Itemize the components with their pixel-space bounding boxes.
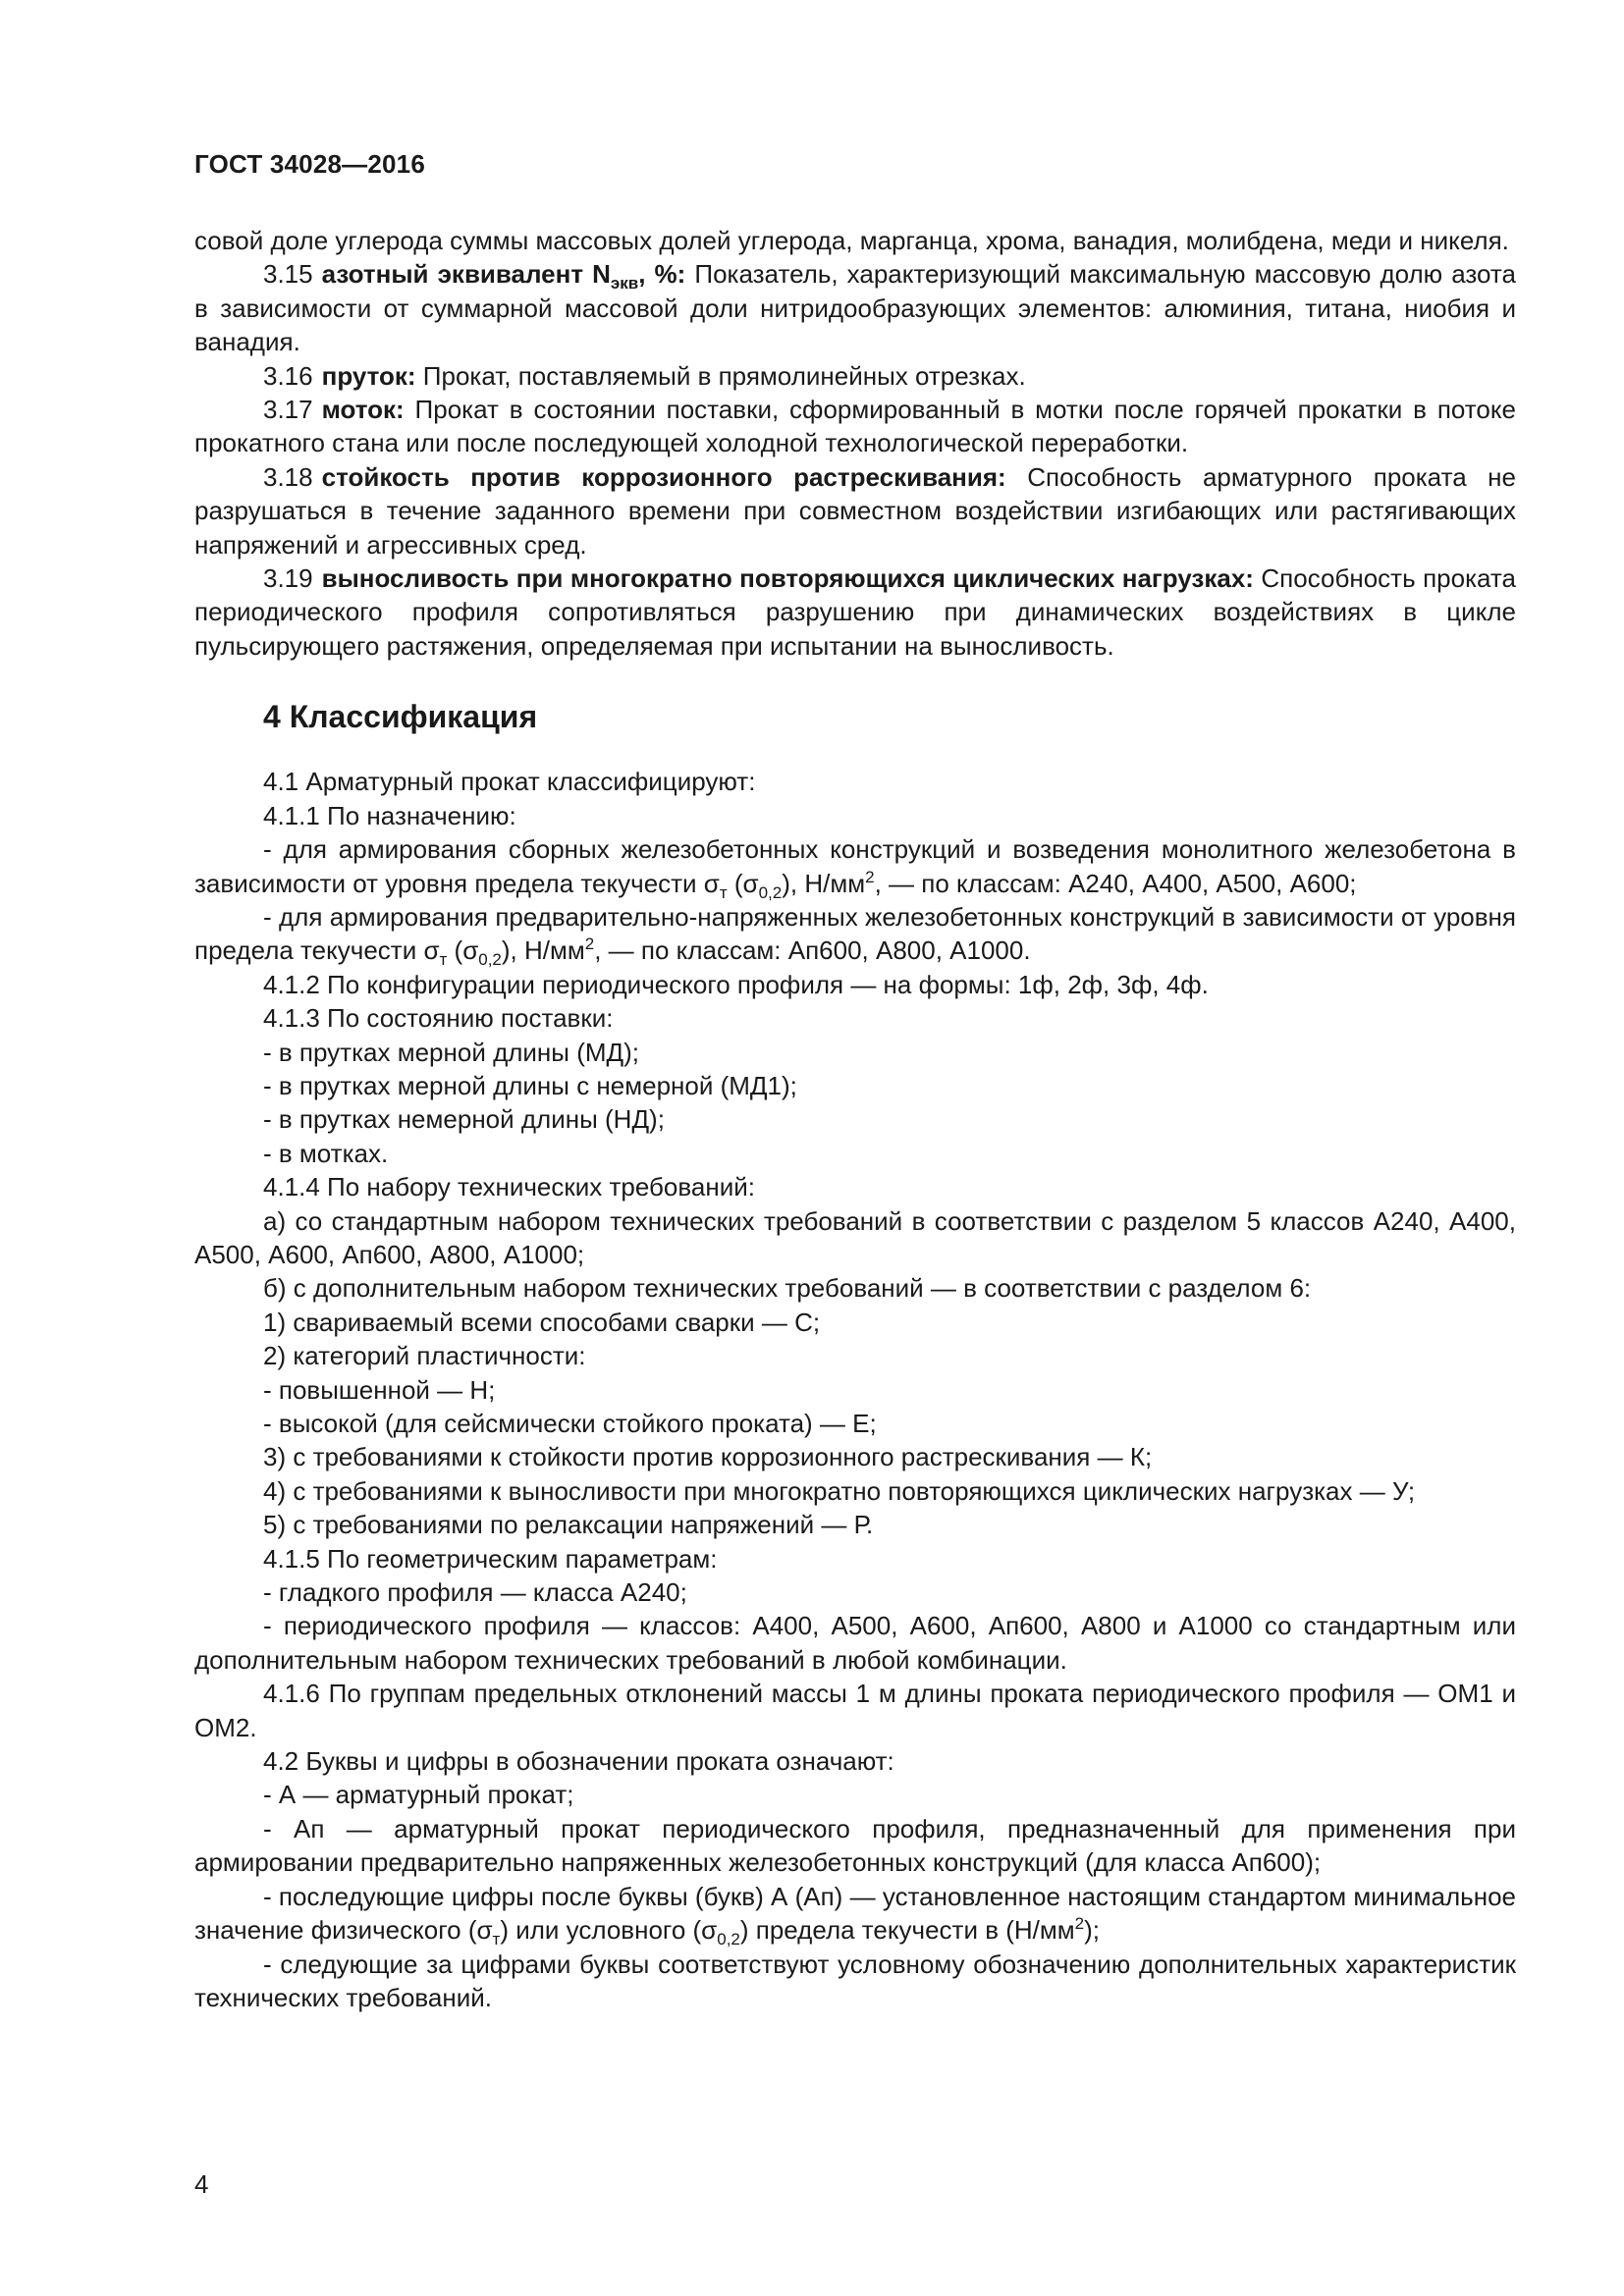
term-definition: Способность проката периодического профиля сопротивляться разрушению при динамических воздействиях в цикле пульсирующего растяжения, определяемая при испытании на выносливость.: [194, 563, 1516, 661]
term-number: 3.16: [263, 360, 313, 391]
term-title: моток:: [321, 395, 405, 425]
clause-4-1-3: 4.1.3 По состоянию поставки:: [263, 1003, 614, 1034]
list-item: 1) свариваемый всеми способами сварки — С;: [263, 1307, 821, 1337]
list-item: - в прутках мерной длины (МД);: [263, 1037, 640, 1067]
clause-4-1-6: 4.1.6 По группам предельных отклонений массы 1 м длины проката периодического профиля — ОМ1 и ОМ2.: [194, 1679, 1516, 1742]
list-item: - периодического профиля — классов: А400, А500, А600, Ап600, А800 и А1000 со стандартным или дополнительным набором технических требований в любой комбинации.: [194, 1611, 1516, 1675]
term-definition: Прокат, поставляемый в прямолинейных отрезках.: [415, 360, 1026, 391]
document-header: ГОСТ 34028—2016: [194, 149, 425, 179]
term-3-19: [194, 561, 1516, 663]
list-item: - гладкого профиля — класса А240;: [263, 1577, 687, 1608]
clause-4-1-2: 4.1.2 По конфигурации периодического профиля — на формы: 1ф, 2ф, 3ф, 4ф.: [263, 969, 1209, 999]
clause-4-1-4-item-a: а) со стандартным набором технических требований в соответствии с разделом 5 классов А240, А400, А500, А600, Ап600, А800, А1000;: [194, 1205, 1516, 1269]
term-title: азотный эквивалент $N_{экв}$, %:: [321, 259, 686, 294]
term-number: 3.17: [263, 395, 313, 425]
term-definition: Показатель, характеризующий максимальную массовую долю азота в зависимости от суммарной массовой доли нитридообразующих элементов: алюминия, титана, ниобия и ванадия.: [194, 259, 1516, 357]
clause-4-1-5: 4.1.5 По геометрическим параметрам:: [263, 1543, 718, 1574]
term-number: 3.15: [263, 259, 313, 290]
term-number: 3.19: [263, 563, 313, 594]
clause-4-1: 4.1 Арматурный прокат классифицируют:: [263, 767, 756, 797]
list-item: - в прутках мерной длины с немерной (МД1);: [263, 1070, 797, 1100]
term-title: стойкость против коррозионного растрескивания:: [321, 461, 1006, 492]
clause-4-1-4: 4.1.4 По набору технических требований:: [263, 1172, 755, 1202]
term-title: пруток:: [321, 360, 416, 391]
paragraph-carbon-continuation: совой доле углерода суммы массовых долей углерода, марганца, хрома, ванадия, молибдена, меди и никеля.: [194, 226, 1509, 255]
list-item: 2) категорий пластичности:: [263, 1341, 586, 1371]
clause-4-1-4-item-b: б) с дополнительным набором технических требований — в соответствии с разделом 6:: [263, 1273, 1312, 1304]
list-item: 4) с требованиями к выносливости при многократно повторяющихся циклических нагрузках — У;: [263, 1475, 1416, 1506]
list-item: 3) с требованиями к стойкости против коррозионного растрескивания — К;: [263, 1442, 1153, 1472]
term-title: выносливость при многократно повторяющихся циклических нагрузках:: [321, 563, 1254, 594]
document-body: [194, 224, 1516, 2014]
term-definition: Способность арматурного проката не разрушаться в течение заданного времени при совместном воздействии изгибающих или растягивающих напряжений и агрессивных сред.: [194, 461, 1516, 560]
list-item: - повышенной — Н;: [263, 1374, 496, 1405]
page-number: 4: [194, 2169, 209, 2199]
section-title: 4 Классификация: [263, 699, 538, 735]
list-item: - в мотках.: [263, 1138, 389, 1168]
term-definition: Прокат в состоянии поставки, сформированный в мотки после горячей прокатки в потоке прокатного стана или после последующей холодной технологической переработки.: [194, 395, 1516, 458]
list-item: - последующие цифры после буквы (букв) А (Ап) — установленное настоящим стандартом минимальное значение физического $(\sigma_т)$ или условного $(\sigma_{0,2})$ предела текучести в $(Н/мм^2)$;: [194, 1881, 1516, 1949]
term-3-15: [194, 257, 1516, 358]
clause-4-1-1: 4.1.1 По назначению:: [263, 800, 516, 830]
list-item: - А — арматурный прокат;: [263, 1780, 574, 1810]
term-3-16: [194, 359, 1516, 393]
list-item: - Ап — арматурный прокат периодического профиля, предназначенный для применения при армировании предварительно напряженных железобетонных конструкций (для класса Ап600);: [194, 1813, 1516, 1878]
term-3-17: [194, 393, 1516, 460]
list-item: 5) с требованиями по релаксации напряжений — Р.: [263, 1510, 874, 1540]
term-number: 3.18: [263, 461, 313, 492]
list-item: - высокой (для сейсмически стойкого проката) — Е;: [263, 1409, 877, 1438]
clause-4-2: 4.2 Буквы и цифры в обозначении проката означают:: [263, 1746, 894, 1777]
clause-4-1-1-item-a: - для армирования сборных железобетонных конструкций и возведения монолитного железобетона в зависимости от уровня предела текучести $\sigma_т$ $(\sigma_{0,2})$, $Н/мм^2$, — по классам: А240, А400, А500, А600;: [194, 834, 1516, 902]
list-item: - следующие за цифрами буквы соответствуют условному обозначению дополнительных характеристик технических требований.: [194, 1949, 1516, 2012]
clause-4-1-1-item-b: - для армирования предварительно-напряженных железобетонных конструкций в зависимости от уровня предела текучести $\sigma_т$ $(\sigma_{0,2})$, $Н/мм^2$, — по классам: Ап600, А800, А1000.: [194, 901, 1516, 970]
term-3-18: [194, 460, 1516, 561]
list-item: - в прутках немерной длины (НД);: [263, 1104, 665, 1135]
